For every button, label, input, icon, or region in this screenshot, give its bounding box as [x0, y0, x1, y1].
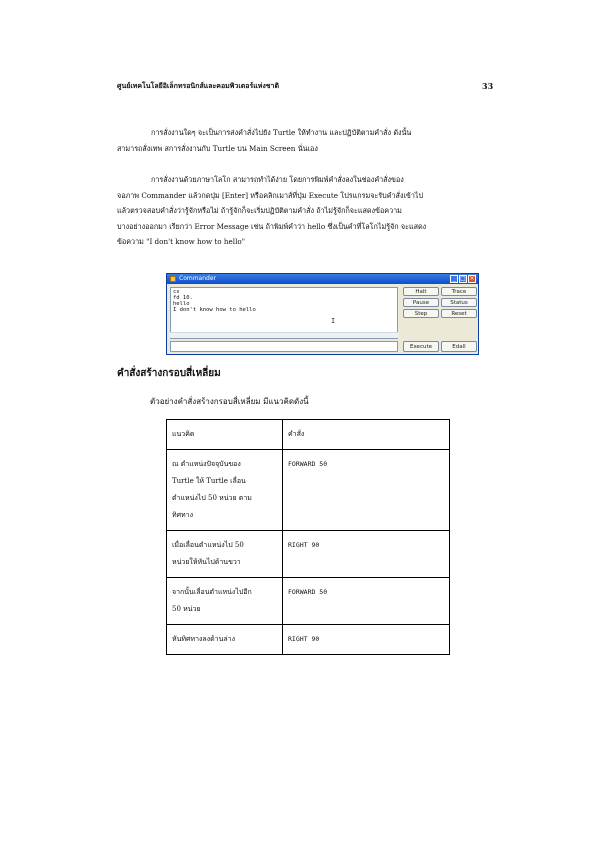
column-header-idea: แนวคิด: [167, 420, 283, 450]
paragraph-line: การสั่งงานใดๆ จะเป็นการส่งคำสั่งไปยัง Turtle ให้ทำงาน และปฏิบัติตามคำสั่ง ดังนั้น: [151, 128, 412, 137]
paragraph-commander: [117, 172, 489, 250]
paragraph-intro: [117, 125, 489, 156]
idea-cell: [167, 625, 283, 655]
history-line: fd 10.: [173, 295, 193, 301]
table-row: [167, 531, 450, 578]
paragraph-line: บางอย่างออกมา เรียกว่า Error Message เช่น ถ้าพิมพ์คำว่า hello ซึ่งเป็นคำที่โลโกไม่รู้จัก จะแสดง: [117, 221, 427, 231]
idea-cell: [167, 578, 283, 625]
paragraph-line: การสั่งงานด้วยภาษาโลโก สามารถทำได้ง่าย โดยการพิมพ์คำสั่งลงในช่องคำสั่งของ: [151, 175, 404, 184]
step-button[interactable]: Step: [403, 309, 439, 318]
idea-line: ตำแหน่งไป 50 หน่วย ตาม: [172, 494, 252, 502]
maximize-icon[interactable]: □: [460, 275, 466, 282]
paragraph-line: สามารถสั่งเทพ สการสั่งงานกับ Turtle บน Main Screen นั่นเอง: [117, 143, 318, 153]
table-header-row: [167, 420, 450, 450]
command-cell: RIGHT 90: [283, 625, 450, 655]
idea-cell: [167, 450, 283, 531]
reset-button[interactable]: Reset: [441, 309, 477, 318]
commander-title: Commander: [179, 275, 216, 282]
history-line: hello: [173, 301, 190, 307]
column-header-command: คำสั่ง: [283, 420, 450, 450]
history-line: cs: [173, 289, 180, 295]
idea-line: ทิศทาง: [172, 511, 194, 519]
commander-buttons: [403, 287, 477, 318]
idea-line: จากนั้นเลื่อนตำแหน่งไปอีก: [172, 588, 252, 596]
app-icon: [170, 276, 176, 282]
text-cursor-icon: I: [331, 317, 336, 325]
paragraph-line: จอภาพ Commander แล้วกดปุ่ม [Enter] หรือคลิกเมาส์ที่ปุ่ม Execute โปรแกรมจะรับคำสั่งเข้าไป: [117, 190, 424, 200]
page-number: 33: [482, 81, 494, 91]
idea-line: หน่วยให้หันไปด้านขวา: [172, 558, 241, 566]
history-line: I don't know how to hello: [173, 307, 256, 313]
paragraph-line: ข้อความ "I don't know how to hello": [117, 237, 246, 246]
page-header-title: ศูนย์เทคโนโลยีอิเล็กทรอนิกส์และคอมพิวเตอร์แห่งชาติ: [117, 81, 279, 90]
paragraph-line: แล้วตรวจสอบคำสั่งว่ารู้จักหรือไม่ ถ้ารู้จักก็จะเริ่มปฏิบัติตามคำสั่ง ถ้าไม่รู้จักก็จะแสดงข้อความ: [117, 206, 402, 215]
close-icon[interactable]: ×: [469, 275, 475, 282]
halt-button[interactable]: Halt: [403, 287, 439, 296]
section-intro: ตัวอย่างคำสั่งสร้างกรอบสี่เหลี่ยม มีแนวคิดดังนี้: [150, 397, 309, 406]
commands-table: [166, 419, 450, 655]
window-controls: [450, 275, 476, 283]
table-row: [167, 450, 450, 531]
trace-button[interactable]: Trace: [441, 287, 477, 296]
command-cell: FORWARD 50: [283, 450, 450, 531]
pause-button[interactable]: Pause: [403, 298, 439, 307]
command-cell: FORWARD 50: [283, 578, 450, 625]
section-heading: คำสั่งสร้างกรอบสี่เหลี่ยม: [117, 368, 221, 379]
horizontal-scrollbar[interactable]: [170, 332, 398, 338]
minimize-icon[interactable]: _: [450, 275, 458, 283]
commander-titlebar[interactable]: [167, 274, 478, 284]
idea-line: Turtle ให้ Turtle เลื่อน: [172, 477, 246, 485]
idea-cell: [167, 531, 283, 578]
execute-button[interactable]: Execute: [403, 341, 439, 352]
idea-line: ณ ตำแหน่งปัจจุบันของ: [172, 460, 241, 468]
commander-window: [166, 273, 479, 355]
edall-button[interactable]: Edall: [441, 341, 477, 352]
table-row: [167, 578, 450, 625]
command-input[interactable]: [170, 341, 398, 352]
idea-line: เมื่อเลื่อนตำแหน่งไป 50: [172, 541, 244, 549]
command-cell: RIGHT 90: [283, 531, 450, 578]
status-button[interactable]: Status: [441, 298, 477, 307]
idea-line: 50 หน่วย: [172, 605, 201, 613]
idea-line: หันทิศทางลงด้านล่าง: [172, 635, 236, 643]
table-row: [167, 625, 450, 655]
execute-row: [403, 341, 477, 352]
